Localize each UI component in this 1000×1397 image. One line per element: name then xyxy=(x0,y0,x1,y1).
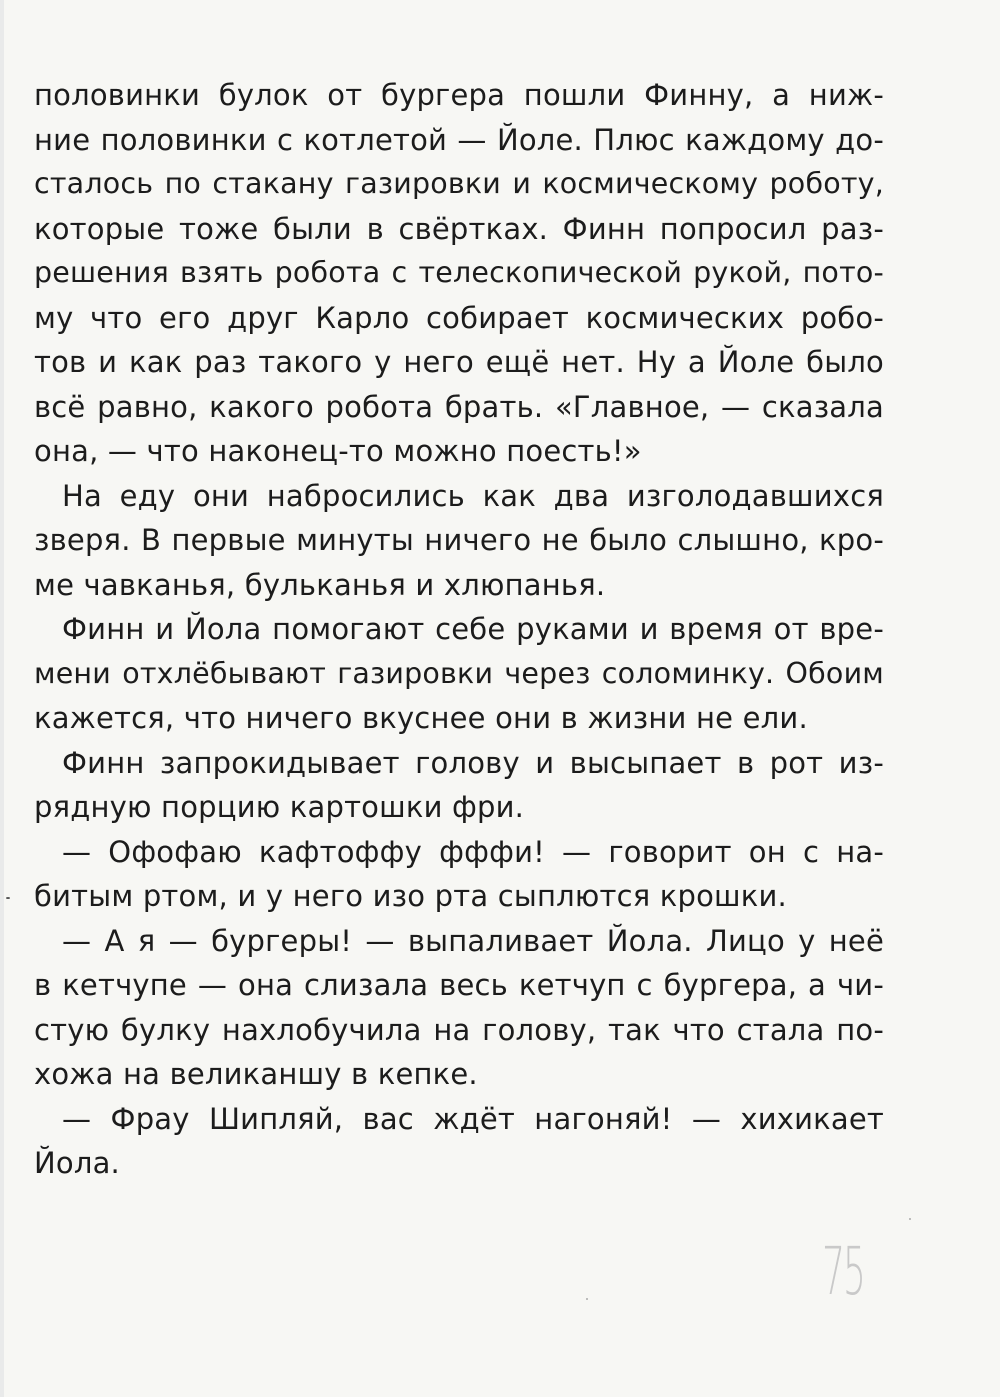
text-line: ние половинки с котлетой — Йоле. Плюс каждому до- xyxy=(34,122,884,157)
body-text xyxy=(34,73,884,1186)
text-line: битым ртом, и у него изо рта сыплются крошки. xyxy=(34,879,787,913)
text-line: в кетчупе — она слизала весь кетчуп с бургера, а чи- xyxy=(34,968,884,1002)
text-line: зверя. В первые минуты ничего не было слышно, кро- xyxy=(34,523,884,557)
margin-speck xyxy=(6,897,10,899)
text-line: всё равно, какого робота брать. «Главное, — сказала xyxy=(34,389,884,424)
text-line: — А я — бургеры! — выпаливает Йола. Лицо у неё xyxy=(62,923,884,958)
text-line: половинки булок от бургера пошли Финну, а ниж- xyxy=(34,78,884,112)
text-line: — Фрау Шипляй, вас ждёт нагоняй! — хихикает xyxy=(62,1101,884,1136)
text-line: хожа на великаншу в кепке. xyxy=(34,1057,478,1091)
text-line: тов и как раз такого у него ещё нет. Ну а Йоле было xyxy=(34,345,884,379)
margin-speck xyxy=(909,1218,911,1220)
text-line: решения взять робота с телескопической рукой, пото- xyxy=(34,256,884,289)
margin-speck xyxy=(586,1298,588,1300)
text-line: кажется, что ничего вкуснее они в жизни не ели. xyxy=(34,701,808,735)
text-line: сталось по стакану газировки и космическому роботу, xyxy=(34,167,884,200)
text-line: которые тоже были в свёртках. Финн попросил раз- xyxy=(34,211,884,246)
text-line: му что его друг Карло собирает космических робо- xyxy=(34,300,884,335)
text-line: Йола. xyxy=(34,1146,120,1180)
text-line: она, — что наконец-то можно поесть!» xyxy=(34,434,642,468)
page-number: 75 xyxy=(822,1233,864,1310)
page-edge-shadow xyxy=(0,0,4,1397)
text-line: рядную порцию картошки фри. xyxy=(34,790,525,824)
text-line: мени отхлёбывают газировки через соломинку. Обоим xyxy=(34,656,884,690)
text-line: ме чавканья, бульканья и хлюпанья. xyxy=(34,567,606,602)
text-line: — Офофаю кафтоффу фффи! — говорит он с на- xyxy=(62,834,884,869)
text-line: стую булку нахлобучила на голову, так что стала по- xyxy=(34,1012,884,1047)
text-line: Финн запрокидывает голову и высыпает в рот из- xyxy=(62,745,884,780)
text-line: Финн и Йола помогают себе руками и время от вре- xyxy=(62,612,884,646)
text-line: На еду они набросились как два изголодавшихся xyxy=(62,478,884,513)
